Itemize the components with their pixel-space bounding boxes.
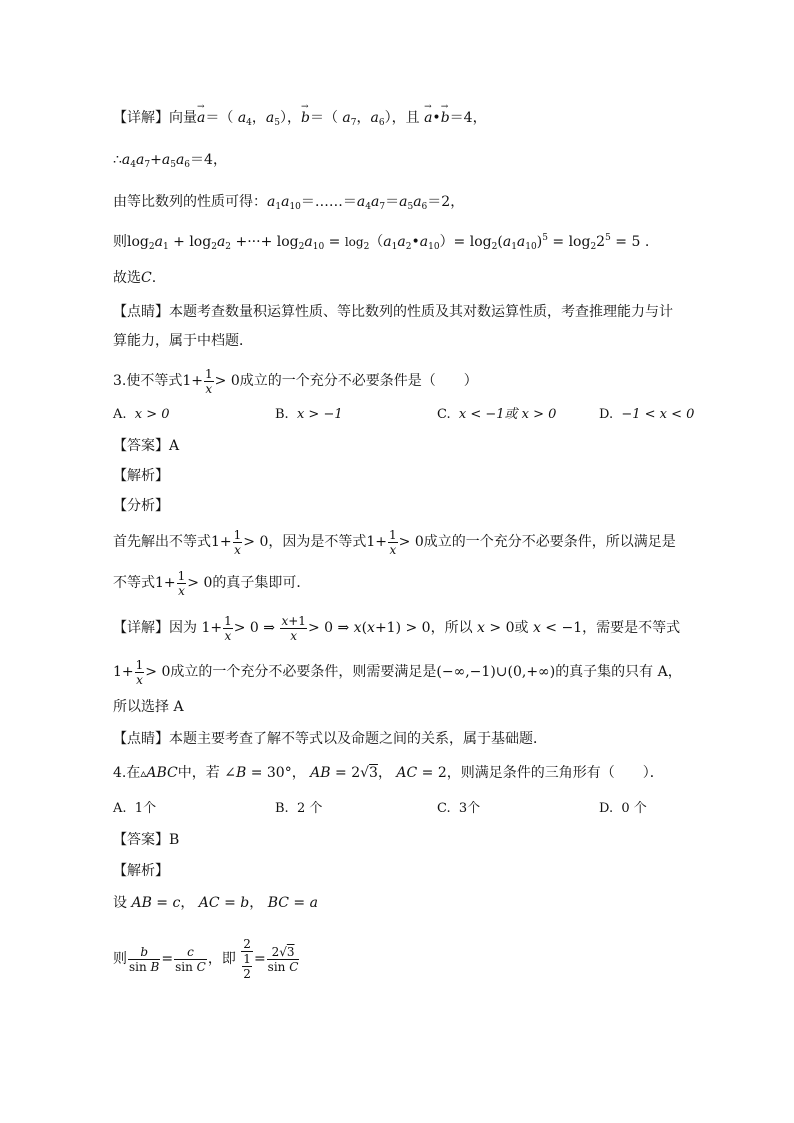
answer-tag: 【答案】 [113,832,169,848]
text: A. [113,407,127,422]
text: ，即 [207,951,236,967]
q3-option-a [113,405,170,425]
q2-comment-line1 [113,302,673,322]
text: 因为 [169,620,197,636]
q4-option-a [113,799,156,819]
text: x < −1或 x > 0 [458,407,557,422]
q3-detail-line3 [113,697,184,717]
text: C. [437,407,451,422]
q3-detail-line1: 【详解】因为 1+ $\frac{1}{x}$ > 0 ⇒ $\frac{x+1}{x}$ > 0 ⇒ x(x+1) > 0，所以 x > 0或 x < −1，需要是不等式 [113,613,681,643]
text: ＝（ [205,110,234,126]
text: 成立的一个充分不必要条件，所以满足是 [423,534,676,550]
text: 所以选择 A [113,699,184,715]
q4-options [113,799,713,819]
text: 3个 [458,801,481,816]
comment-tag: 【点睛】 [113,731,169,747]
text: 则 [113,951,127,967]
text: ＝ [385,194,400,210]
therefore-symbol: ∴ [113,152,122,168]
q3-analysis-tag [113,466,169,486]
text: 2 个 [296,801,323,816]
answer-letter: C [141,270,152,286]
text: 【解析】 [113,863,169,879]
text: ，则满足条件的三角形有（ ）． [446,765,664,781]
text: x > −1 [296,407,343,422]
text: 【解析】 [113,468,169,484]
text: 0 个 [621,801,647,816]
text: 由等比数列的性质可得： [113,194,267,210]
text: ＝（ [309,110,338,126]
answer-tag: 【答案】 [113,438,169,454]
text: ）， [280,110,301,126]
q3-option-b [275,405,343,425]
text: C. [437,801,451,816]
text: −1 < x < 0 [621,407,695,422]
text: 成立的一个充分不必要条件是（ ） [239,373,478,389]
text: ＝2， [427,194,465,210]
text: ＝4， [190,152,227,168]
text: 中，若 [177,765,220,781]
text: ， [249,895,264,911]
text: 本题考查数量积运算性质、等比数列的性质及其对数运算性质，考查推理能力与计 [169,304,673,320]
text: ），且 [384,110,420,126]
q4-option-b [275,799,322,819]
q3-stem: 3.使不等式1+ $\frac{1}{x}$ > 0成立的一个充分不必要条件是（ ） [113,366,478,396]
q3-fenxi-tag [113,496,169,516]
q2-comment-line2 [113,331,253,351]
text: 的真子集即可． [212,575,311,591]
text: ＝4， [449,110,487,126]
text: 4.在 [113,765,141,781]
text: 首先解出不等式 [113,534,211,550]
q2-step3-line: 则$\log_2a_1 + \log_2a_2$ +···+ $\log_2a_{10}$ = $\log_2(a_1a_2•a_{10})= \log_2(a_1a_{10})^5 = \log_22^5 = 5$ . [113,233,650,252]
q4-answer [113,830,179,850]
q4-set-line: 设 AB = c， AC = b， BC = a [113,895,318,911]
text: 本题主要考查了解不等式以及命题之间的关系，属于基础题． [169,731,547,747]
q2-step1-line: $\therefore a_4a_7+a_5a_6=4$， [113,152,227,170]
text: 成立的一个充分不必要条件，则需要满足是 [170,664,437,680]
answer-value: A [169,438,180,454]
text: 不等式 [113,575,155,591]
text: D. [599,407,614,422]
text: 向量 [169,110,197,126]
detail-tag: 【详解】 [113,110,169,126]
q3-fenxi-line2: 不等式1+ $\frac{1}{x}$ > 0的真子集即可． [113,568,311,598]
text: ， [377,765,392,781]
q4-option-d [599,799,647,819]
text: ＝……＝ [300,194,357,210]
text: 则 [113,234,127,250]
q2-detail-line: 【详解】向量→ a＝（ $a_4$，$a_5$），→ b＝（ $a_7$，$a_6$），且 → a•→ b＝4， [113,108,487,128]
q2-step2-line: 由等比数列的性质可得：$a_1a_{10}=\dots\dots=a_4a_7=a_5a_6=2$， [113,194,465,212]
text: 故选 [113,270,141,286]
q3-option-d [599,405,694,425]
comment-tag: 【点睛】 [113,304,169,320]
text: B. [275,407,289,422]
q2-choice-line [113,268,156,288]
q3-option-c [437,405,556,425]
answer-value: B [169,832,180,848]
q4-sine-law-line: 则 $\frac{b}{\text{sin B}}$ = $\frac{c}{\text{sin C}}$ ，即 $\frac{2}{\frac{1}{2}}$ = $\frac{2√3}{\text{sin C}}$ [113,937,299,981]
q3-comment [113,729,547,749]
text: 1个 [134,801,157,816]
text: B. [275,801,289,816]
text: ， [180,895,195,911]
text: 【分析】 [113,498,169,514]
text: x > 0 [134,407,170,422]
q3-fenxi-line1: 首先解出不等式1+ $\frac{1}{x}$ > 0，因为是不等式1+ $\frac{1}{x}$ > 0成立的一个充分不必要条件，所以满足是 [113,527,676,557]
text: A. [113,801,127,816]
text: 或 [514,620,529,636]
text: ， [291,765,306,781]
detail-tag: 【详解】 [113,620,169,636]
text: 3.使不等式 [113,373,183,389]
text: ，所以 [430,620,473,636]
text: 的真子集的只有 A， [555,664,682,680]
q4-analysis-tag [113,861,169,881]
text: ，因为是不等式 [268,534,367,550]
text: 算能力，属于中档题． [113,333,253,349]
q3-options [113,405,713,425]
text: . [151,270,157,286]
text: 设 [113,895,127,911]
text: ，需要是不等式 [582,620,681,636]
text: D. [599,801,614,816]
q3-answer [113,436,179,456]
q4-stem: 4.在▵ABC中，若 ∠B = 30°， AB = 2√3， AC = 2，则满足条件的三角形有（ ）． [113,765,664,781]
q4-option-c [437,799,480,819]
q3-detail-line2: 1+ $\frac{1}{x}$ > 0成立的一个充分不必要条件，则需要满足是(−∞,−1)∪(0,+∞)的真子集的只有 A， [113,657,682,687]
